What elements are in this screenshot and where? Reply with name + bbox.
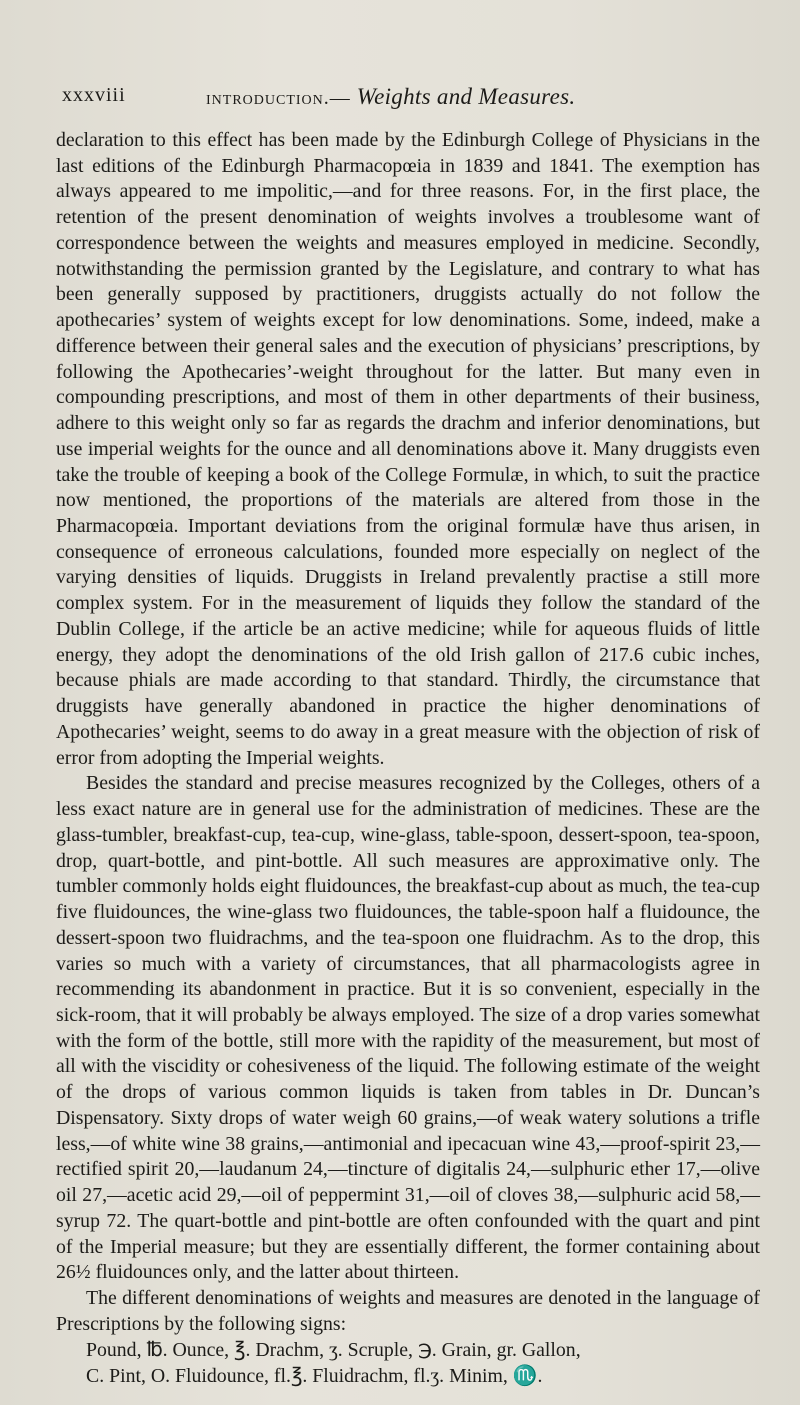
chapter-title: Weights and Measures.	[356, 84, 576, 109]
signs-row: C. Pint, O. Fluidounce, fl.℥. Fluidrachm, fl.ʒ. Minim, ♏.	[86, 1364, 543, 1387]
page-number: xxxviii	[62, 84, 126, 106]
prescription-signs	[56, 1338, 760, 1390]
signs-row: Pound, ℔. Ounce, ℥. Drachm, ʒ. Scruple, ℈. Grain, gr. Gallon,	[86, 1339, 581, 1361]
section-label: introduction.—	[206, 87, 351, 109]
running-head	[62, 84, 748, 118]
body-text	[56, 128, 760, 1338]
paragraph-exemption: declaration to this effect has been made by the Edinburgh College of Physicians in the last editions of the Edinburgh Pharmacopœia in 1839 and 1841. The exemption has always appeared to me impolitic,—and for three reasons. For, in the first place, the retention of the present denomination of weights involves a troublesome want of correspondence between the weights and measures employed in medicine. Secondly, notwithstanding the permission granted by the Legislature, and contrary to what has been generally supposed by practitioners, druggists actually do not follow the apothecaries’ system of weights except for low denominations. Some, indeed, make a difference between their general sales and the execution of physicians’ prescriptions, by following the Apothecaries’-weight throughout for the latter. But many even in compounding prescriptions, and most of them in other departments of their business, adhere to this weight only so far as regards the drachm and inferior denominations, but use imperial weights for the ounce and all denominations above it. Many druggists even take the trouble of keeping a book of the College Formulæ, in which, to suit the practice now mentioned, the proportions of the materials are altered from those in the Pharmacopœia. Important deviations from the original formulæ have thus arisen, in consequence of erroneous calculations, founded more especially on neglect of the varying densities of liquids. Druggists in Ireland prevalently practise a still more complex system. For in the measurement of liquids they follow the standard of the Dublin College, if the article be an active medicine; while for aqueous fluids of little energy, they adopt the denominations of the old Irish gallon of 217.6 cubic inches, because phials are made according to that standard. Thirdly, the circumstance that druggists have generally abandoned in practice the higher denominations of Apothecaries’ weight, seems to do away in a great measure with the objection of risk of error from adopting the Imperial weights.	[56, 129, 760, 769]
running-title	[206, 84, 575, 110]
paragraph-signs-intro: The different denominations of weights and measures are denoted in the language of Prescriptions by the following signs:	[56, 1287, 760, 1335]
paragraph-approximate-measures: Besides the standard and precise measures recognized by the Colleges, others of a less exact nature are in general use for the administration of medicines. These are the glass-tumbler, breakfast-cup, tea-cup, wine-glass, table-spoon, dessert-spoon, tea-spoon, drop, quart-bottle, and pint-bottle. All such measures are approximative only. The tumbler commonly holds eight fluidounces, the breakfast-cup about as much, the tea-cup five fluidounces, the wine-glass two fluidounces, the table-spoon half a fluidounce, the dessert-spoon two fluidrachms, and the tea-spoon one fluidrachm. As to the drop, this varies so much with a variety of circumstances, that all pharmacologists agree in recommending its abandonment in practice. But it is so convenient, especially in the sick-room, that it will probably be always employed. The size of a drop varies somewhat with the form of the bottle, still more with the rapidity of the measurement, but most of all with the viscidity or cohesiveness of the liquid. The following estimate of the weight of the drops of various common liquids is taken from tables in Dr. Duncan’s Dispensatory. Sixty drops of water weigh 60 grains,—of weak watery solutions a trifle less,—of white wine 38 grains,—antimonial and ipecacuan wine 43,—proof-spirit 23,—rectified spirit 20,—laudanum 24,—tincture of digitalis 24,—sulphuric ether 17,—olive oil 27,—acetic acid 29,—oil of peppermint 31,—oil of cloves 38,—sulphuric acid 58,—syrup 72. The quart-bottle and pint-bottle are often confounded with the quart and pint of the Imperial measure; but they are essentially different, the former containing about 26½ fluidounces only, and the latter about thirteen.	[56, 772, 760, 1284]
